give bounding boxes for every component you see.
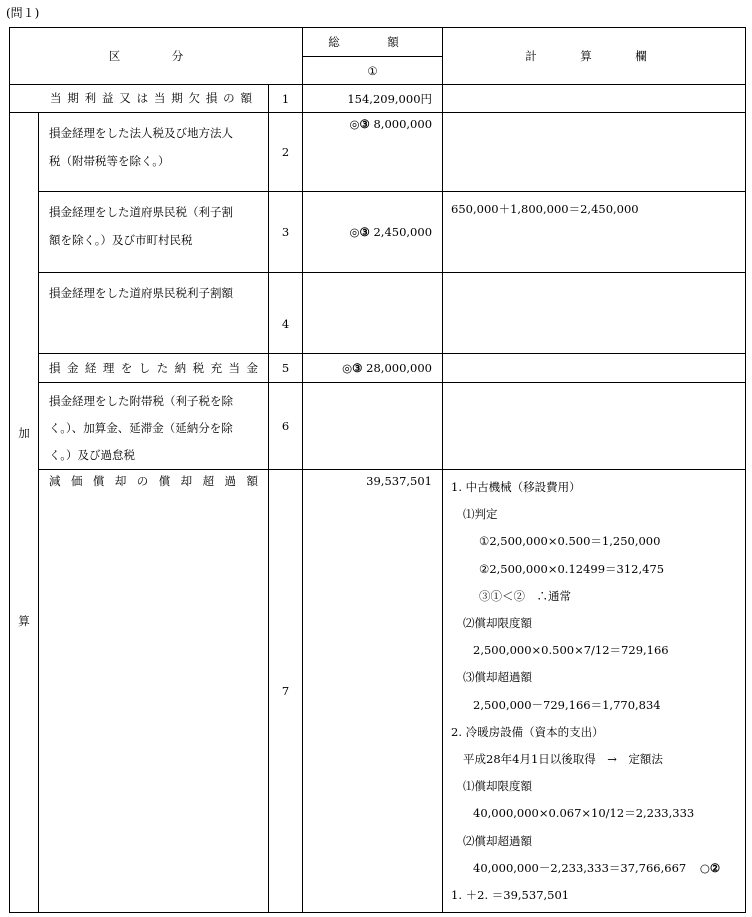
calc-line-11: 平成28年4月1日以後取得 → 定額法	[463, 752, 663, 767]
row-5-label	[39, 354, 269, 383]
row-7-label	[39, 470, 269, 913]
row-2-label-line-2: 税（附帯税等を除く。）	[49, 154, 170, 168]
row-6-number: 6	[269, 383, 303, 470]
row-4-number: 4	[269, 273, 303, 354]
row-5-label-text: 損 金 経 理 を し た 納 税 充 当 金	[49, 361, 258, 375]
tax-adjustment-table	[9, 27, 746, 913]
row-3-label	[39, 192, 269, 273]
calc-line-7: 2,500,000×0.500×7/12＝729,166	[473, 643, 669, 658]
calc-line-15	[451, 855, 737, 882]
row-3-mark: ◎③	[349, 225, 370, 239]
row-3-label-line-2: 額を除く。）及び市町村民税	[49, 233, 193, 247]
calc-line-6: ⑵償却限度額	[463, 616, 533, 631]
calc-line-5: ③①＜② ∴通常	[479, 588, 572, 603]
row-2-mark: ◎③	[349, 117, 370, 131]
row-5-calc	[443, 354, 746, 383]
row-2-calc	[443, 113, 746, 192]
calc-line-12: ⑴償却限度額	[463, 779, 533, 794]
row-3-amount-value: 2,450,000	[373, 225, 433, 239]
row-7-number: 7	[269, 470, 303, 913]
calc-line-3: ①2,500,000×0.500＝1,250,000	[479, 534, 661, 549]
calc-line-2: ⑴判定	[463, 507, 498, 522]
row-7-calc	[443, 470, 746, 913]
row-6-label-line-3: く。）及び過怠税	[49, 448, 136, 462]
calc-line-13: 40,000,000×0.067×10/12＝2,233,333	[473, 806, 695, 821]
row-1-amount: 154,209,000円	[303, 85, 443, 113]
row-6-label	[39, 383, 269, 470]
row-6-label-line-2: く。）、加算金、延滞金（延納分を除	[49, 421, 233, 435]
row-4-amount	[303, 273, 443, 354]
row-1-label-text: 当 期 利 益 又 は 当 期 欠 損 の 額	[50, 91, 252, 105]
row-7-label-text: 減 価 償 却 の 償 却 超 過 額	[49, 474, 258, 488]
addition-side-label-top: 加	[18, 426, 30, 440]
row-6-calc	[443, 383, 746, 470]
row-3-calc: 650,000＋1,800,000＝2,450,000	[443, 192, 746, 273]
calc-line-15-text: 40,000,000－2,233,333＝37,766,667	[473, 860, 687, 875]
row-6-amount	[303, 383, 443, 470]
row-4-calc	[443, 273, 746, 354]
row-7-amount: 39,537,501	[303, 470, 443, 913]
addition-side-label	[10, 113, 39, 913]
calc-line-16: 1. ＋2. ＝39,537,501	[451, 888, 570, 903]
header-total-column-number: ①	[303, 57, 443, 85]
row-2-number: 2	[269, 113, 303, 192]
row-2-label	[39, 113, 269, 192]
calc-line-4: ②2,500,000×0.12499＝312,475	[479, 561, 665, 576]
header-total: 総 額	[303, 28, 443, 57]
header-category: 区 分	[10, 28, 303, 85]
row-2-label-line-1: 損金経理をした法人税及び地方法人	[49, 126, 233, 140]
row-3-amount	[303, 192, 443, 273]
row-5-amount	[303, 354, 443, 383]
calc-line-10: 2. 冷暖房設備（資本的支出）	[451, 724, 604, 739]
row-3-number: 3	[269, 192, 303, 273]
row-1-label	[10, 85, 269, 113]
row-2-amount-value: 8,000,000	[373, 117, 433, 131]
row-3-label-line-1: 損金経理をした道府県民税（利子割	[49, 205, 233, 219]
addition-side-label-bottom: 算	[18, 614, 30, 628]
question-caption: (問１)	[6, 6, 40, 20]
calc-line-15-mark: ○②	[699, 860, 721, 875]
row-1-calc	[443, 85, 746, 113]
row-5-number: 5	[269, 354, 303, 383]
row-5-amount-value: 28,000,000	[366, 361, 433, 375]
row-1-number: 1	[269, 85, 303, 113]
calc-line-9: 2,500,000－729,166＝1,770,834	[473, 697, 661, 712]
row-4-label: 損金経理をした道府県民税利子割額	[39, 273, 269, 354]
row-2-amount	[303, 113, 443, 192]
row-5-mark: ◎③	[342, 361, 363, 375]
calc-line-1: 1. 中古機械（移設費用）	[451, 480, 581, 494]
calc-line-14: ⑵償却超過額	[463, 833, 533, 848]
row-6-label-line-1: 損金経理をした附帯税（利子税を除	[49, 394, 233, 408]
calc-line-8: ⑶償却超過額	[463, 670, 533, 685]
header-calc: 計 算 欄	[443, 28, 746, 85]
